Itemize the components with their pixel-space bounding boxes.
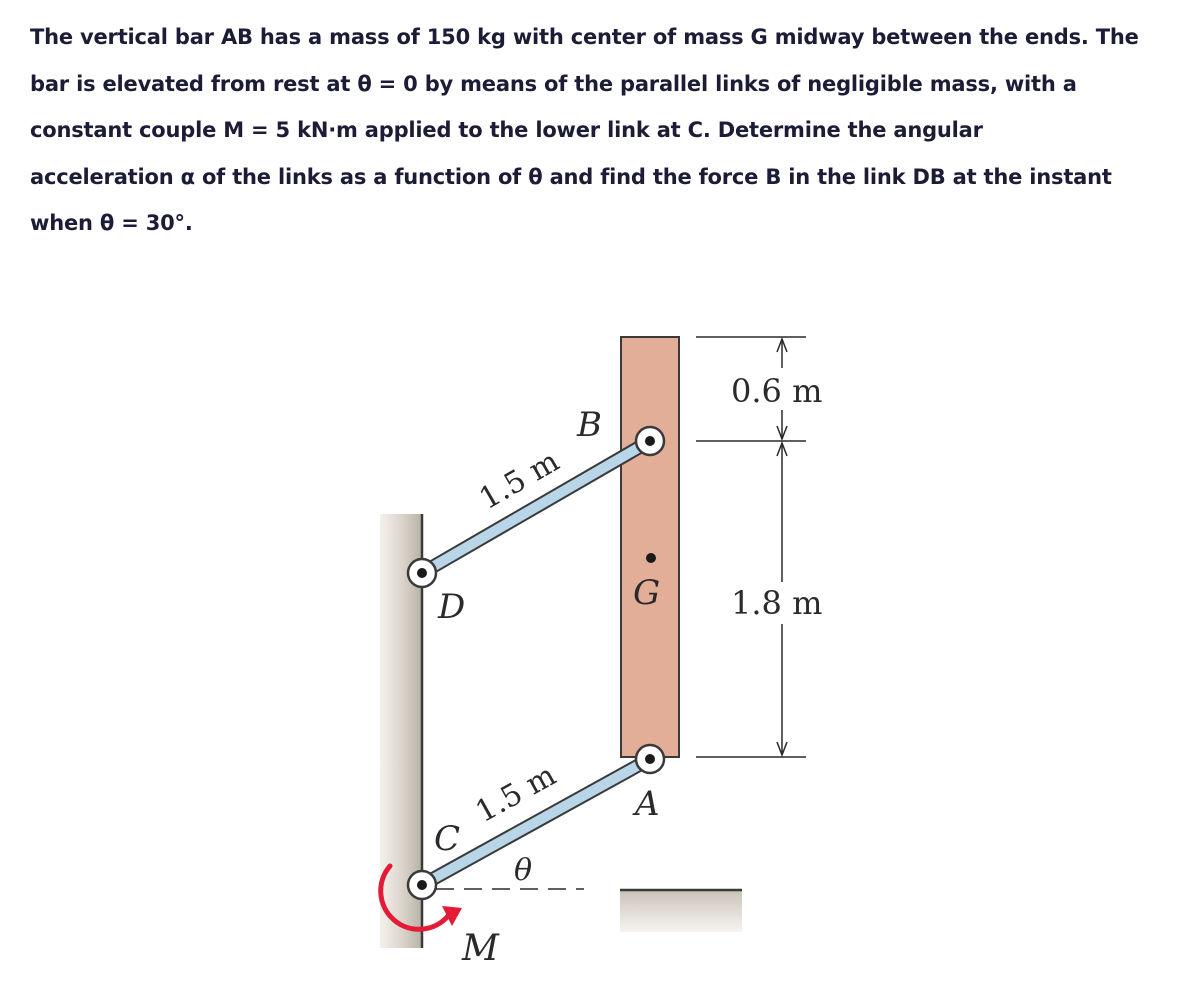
floor-support	[620, 890, 742, 932]
label-g: G	[633, 573, 661, 613]
pin-a	[636, 745, 664, 773]
pin-c	[408, 871, 436, 899]
label-c: C	[434, 819, 461, 859]
label-a: A	[635, 784, 660, 824]
label-upper-link-length: 1.5 m	[473, 443, 566, 517]
problem-line-1: The vertical bar AB has a mass of 150 kg with center of mass G midway between the ends. The	[30, 25, 1139, 49]
problem-line-3: constant couple M = 5 kN·m applied to the lower link at C. Determine the angular	[30, 118, 983, 142]
label-bar-dimension: 1.8 m	[731, 584, 823, 622]
center-of-mass-dot	[646, 553, 656, 563]
label-top-dimension: 0.6 m	[731, 372, 823, 410]
label-d: D	[438, 587, 466, 627]
label-lower-link-length: 1.5 m	[469, 757, 562, 830]
label-b: B	[577, 405, 602, 445]
pin-d	[408, 559, 436, 587]
problem-line-4: acceleration α of the links as a function of θ and find the force B in the link DB at the instant	[30, 164, 1112, 189]
label-theta: θ	[514, 853, 533, 888]
bar-ab	[621, 337, 679, 757]
pin-b	[636, 427, 664, 455]
label-m: M	[462, 928, 499, 969]
problem-line-2: bar is elevated from rest at θ = 0 by means of the parallel links of negligible mass, with a	[30, 71, 1077, 96]
problem-line-5: when θ = 30°.	[30, 211, 193, 235]
